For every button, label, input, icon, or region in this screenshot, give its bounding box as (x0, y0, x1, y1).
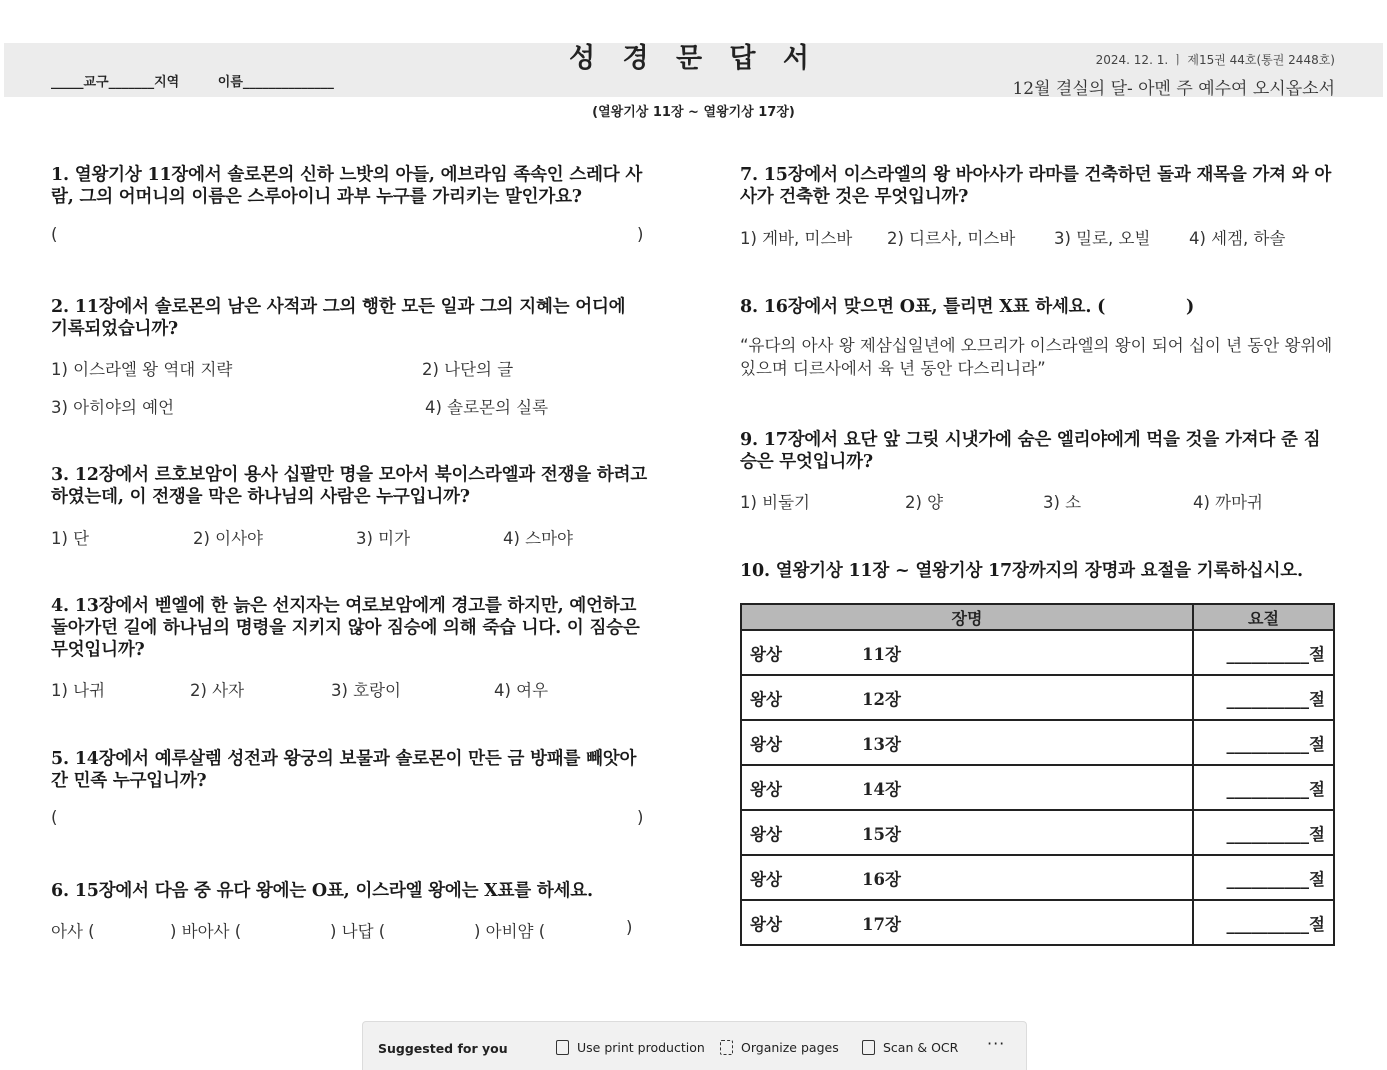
scan-ocr-label: Scan & OCR (883, 1040, 959, 1055)
table-row (741, 900, 1334, 945)
scan-ocr-icon (862, 1040, 875, 1055)
q7-option-1[interactable]: 1) 게바, 미스바 (740, 229, 853, 248)
question-6: 6. 15장에서 다음 중 유다 왕에는 O표, 이스라엘 왕에는 X표를 하세요. (51, 881, 593, 901)
q6-answer-close: ) (626, 918, 633, 937)
chapter-cell (741, 900, 1193, 945)
question-8-close: ) (1186, 297, 1195, 317)
verse-answer-cell[interactable]: __________절 (1193, 855, 1334, 900)
verse-answer-cell[interactable]: __________절 (1193, 720, 1334, 765)
question-8: 8. 16장에서 맞으면 O표, 틀리면 X표 하세요. ( (740, 297, 1106, 317)
table-row (741, 720, 1334, 765)
chapter-number: 11장 (862, 644, 901, 664)
question-9: 9. 17장에서 요단 앞 그릿 시냇가에 숨은 엘리야에게 먹을 것을 가져다 준 짐승은 무엇입니까? (740, 430, 1321, 472)
verse-answer-cell[interactable]: __________절 (1193, 630, 1334, 675)
verse-answer-cell[interactable]: __________절 (1193, 810, 1334, 855)
question-1: 1. 열왕기상 11장에서 솔로몬의 신하 느밧의 아들, 에브라임 족속인 스레다 사람, 그의 어머니의 이름은 스루아이니 과부 누구를 가리키는 말인가요? (51, 165, 643, 207)
chapter-cell (741, 675, 1193, 720)
chapter-cell (741, 855, 1193, 900)
name-field[interactable]: 이름______________ (217, 75, 334, 90)
chapter-number: 14장 (862, 779, 901, 799)
suggested-label: Suggested for you (378, 1041, 508, 1056)
answer-1-open[interactable]: ( (51, 225, 58, 244)
chapter-cell (741, 630, 1193, 675)
q6-answer-nadab[interactable]: ) 나답 ( (330, 922, 386, 941)
table-row (741, 810, 1334, 855)
q9-option-1[interactable]: 1) 비둘기 (740, 493, 810, 512)
chapter-cell (741, 720, 1193, 765)
answer-1-close: ) (637, 225, 644, 244)
more-options-button[interactable]: ··· (987, 1034, 1006, 1053)
q3-option-1[interactable]: 1) 단 (51, 529, 90, 548)
q7-option-4[interactable]: 4) 세겜, 하솔 (1189, 229, 1286, 248)
print-production-icon (556, 1040, 569, 1055)
q4-option-2[interactable]: 2) 사자 (190, 681, 245, 700)
q6-answer-asa[interactable]: 아사 ( (51, 922, 95, 941)
table-row (741, 630, 1334, 675)
chapter-number: 12장 (862, 689, 901, 709)
q2-option-4[interactable]: 4) 솔로몬의 실록 (425, 398, 549, 417)
q9-option-2[interactable]: 2) 양 (905, 493, 944, 512)
table-header-verse: 요절 (1193, 604, 1334, 630)
table-row (741, 675, 1334, 720)
name-fields (51, 71, 338, 90)
book-name: 왕상 (750, 869, 782, 889)
organize-pages-button[interactable] (720, 1040, 839, 1055)
q6-answer-abijam[interactable]: ) 아비얌 ( (474, 922, 546, 941)
q7-option-2[interactable]: 2) 디르사, 미스바 (887, 229, 1016, 248)
q2-option-1[interactable]: 1) 이스라엘 왕 역대 지략 (51, 360, 233, 379)
q9-option-4[interactable]: 4) 까마귀 (1193, 493, 1263, 512)
monthly-motto: 12월 결실의 달- 아멘 주 예수여 오시옵소서 (1012, 79, 1335, 99)
print-production-button[interactable] (556, 1040, 705, 1055)
chapter-number: 17장 (862, 914, 901, 934)
answer-5-close: ) (637, 808, 644, 827)
q3-option-3[interactable]: 3) 미가 (356, 529, 411, 548)
q3-option-2[interactable]: 2) 이사야 (193, 529, 263, 548)
chapter-number: 13장 (862, 734, 901, 754)
scan-ocr-button[interactable] (862, 1040, 958, 1055)
table-row (741, 855, 1334, 900)
question-2: 2. 11장에서 솔로몬의 남은 사적과 그의 행한 모든 일과 그의 지혜는 어디에 기록되었습니까? (51, 297, 626, 339)
q9-option-3[interactable]: 3) 소 (1043, 493, 1082, 512)
q2-option-2[interactable]: 2) 나단의 글 (422, 360, 514, 379)
organize-pages-icon (720, 1040, 733, 1055)
page-title: 성 경 문 답 서 (568, 43, 818, 74)
book-name: 왕상 (750, 644, 782, 664)
q6-answer-baasha[interactable]: ) 바아사 ( (170, 922, 242, 941)
book-name: 왕상 (750, 779, 782, 799)
issue-date: 2024. 12. 1. ㅣ 제15권 44호(통권 2448호) (1095, 53, 1335, 67)
verse-answer-cell[interactable]: __________절 (1193, 900, 1334, 945)
chapter-record-table (740, 603, 1335, 946)
question-10: 10. 열왕기상 11장 ~ 열왕기상 17장까지의 장명과 요절을 기록하십시오. (740, 561, 1303, 581)
q4-option-4[interactable]: 4) 여우 (494, 681, 549, 700)
chapter-number: 16장 (862, 869, 901, 889)
book-name: 왕상 (750, 689, 782, 709)
q2-option-3[interactable]: 3) 아히야의 예언 (51, 398, 175, 417)
q7-option-3[interactable]: 3) 밀로, 오빌 (1054, 229, 1151, 248)
book-name: 왕상 (750, 824, 782, 844)
chapter-number: 15장 (862, 824, 901, 844)
question-4: 4. 13장에서 벧엘에 한 늙은 선지자는 여로보암에게 경고를 하지만, 예언하고 돌아가던 길에 하나님의 명령을 지키지 않아 짐승에 의해 죽습 니다. 이 짐승은 무엇입니까? (51, 596, 640, 660)
question-3: 3. 12장에서 르호보암이 용사 십팔만 명을 모아서 북이스라엘과 전쟁을 하려고 하였는데, 이 전쟁을 막은 하나님의 사람은 누구입니까? (51, 465, 648, 507)
chapter-cell (741, 765, 1193, 810)
q3-option-4[interactable]: 4) 스마야 (503, 529, 573, 548)
book-name: 왕상 (750, 914, 782, 934)
book-name: 왕상 (750, 734, 782, 754)
chapter-range: (열왕기상 11장 ~ 열왕기상 17장) (592, 105, 795, 120)
print-production-label: Use print production (577, 1040, 705, 1055)
q4-option-1[interactable]: 1) 나귀 (51, 681, 106, 700)
table-row (741, 765, 1334, 810)
district-field[interactable]: _____교구_______지역 (51, 75, 180, 90)
chapter-cell (741, 810, 1193, 855)
q8-quote: “유다의 아사 왕 제삼십일년에 오므리가 이스라엘의 왕이 되어 십이 년 동안 왕위에 있으며 디르사에서 육 년 동안 다스리니라” (740, 336, 1333, 378)
q4-option-3[interactable]: 3) 호랑이 (331, 681, 401, 700)
verse-answer-cell[interactable]: __________절 (1193, 765, 1334, 810)
suggestion-toolbar (362, 1021, 1027, 1070)
question-5: 5. 14장에서 예루살렘 성전과 왕궁의 보물과 솔로몬이 만든 금 방패를 빼앗아 간 민족 누구입니까? (51, 749, 637, 791)
question-7: 7. 15장에서 이스라엘의 왕 바아사가 라마를 건축하던 돌과 재목을 가져 와 아사가 건축한 것은 무엇입니까? (740, 165, 1332, 207)
table-header-chapter: 장명 (741, 604, 1193, 630)
answer-5-open[interactable]: ( (51, 808, 58, 827)
organize-pages-label: Organize pages (741, 1040, 839, 1055)
verse-answer-cell[interactable]: __________절 (1193, 675, 1334, 720)
